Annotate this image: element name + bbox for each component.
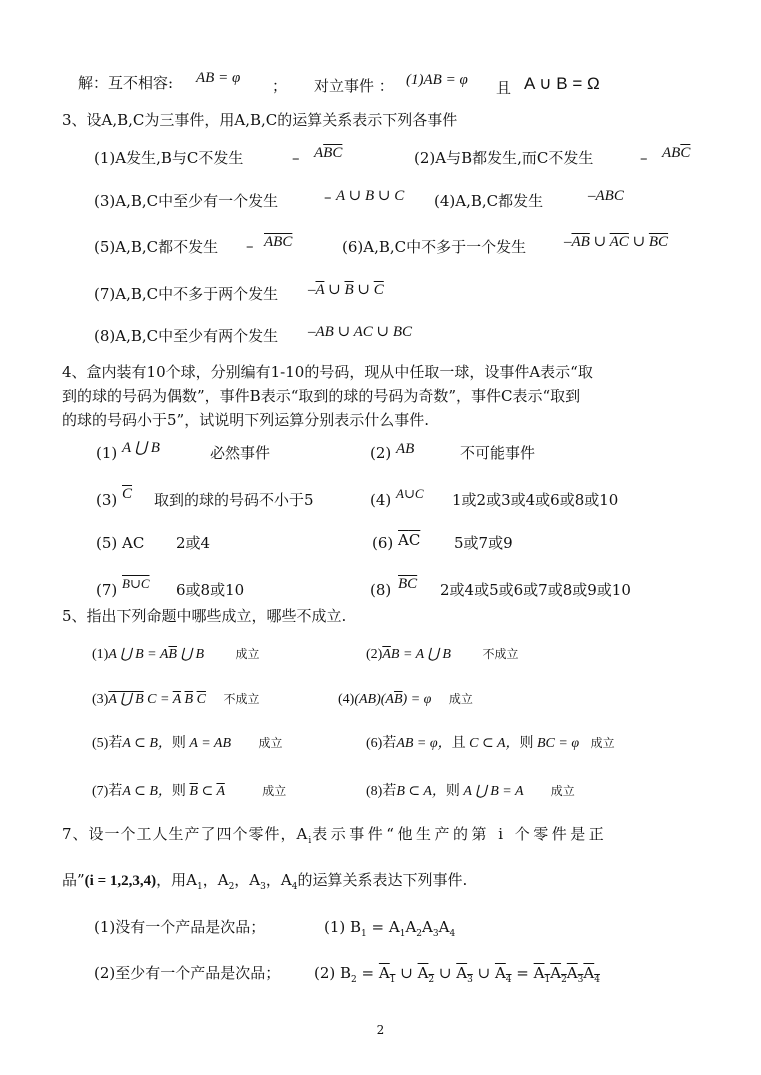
answer-label: 解：互不相容: — [78, 74, 174, 92]
q3-formula-2: $AB\overline{C}$ — [662, 145, 691, 161]
q7-paragraph-line-1: 7、设一个工人生产了四个零件，$A_i$表示事件“他生产的第 i 个零件是正 — [62, 825, 608, 846]
q5-p5: (5)若A ⊂ B，则 A = AB 成立 — [92, 736, 283, 751]
dash: – — [324, 188, 332, 206]
q4-paragraph-line-1: 4、盒内装有10个球，分别编有1-10的号码，现从中任取一球，设事件A表示“取 — [62, 363, 593, 381]
answer-line-1 — [78, 73, 173, 93]
q5-p6: (6)若AB = φ，且 C ⊂ A，则 BC = φ 成立 — [366, 736, 615, 751]
q5-p1: (1)A ⋃ $B = A\overline{B}$ ⋃ B 成立 — [92, 647, 260, 662]
q5-p4: $(4)(AB)(A\overline{B}) = \varphi$ 成立 — [338, 692, 473, 707]
q7-formula-2: (2) $B_2 = A_1$ ∪ $A_2$ ∪ $A_3$ ∪ $A_4 = A_1A_2A_3A_4$ — [314, 964, 600, 985]
q4-a6-number: (6) — [372, 534, 394, 552]
q7-paragraph-line-2: 品”(i = 1,2,3,4)，用$A_1$，$A_2$，$A_3$，$A_4$的运算关系表达下列事件. — [62, 871, 468, 892]
q3-heading: 3、设A,B,C为三事件，用A,B,C的运算关系表示下列各事件 — [62, 111, 458, 129]
q4-a3-text: 取到的球的号码不小于5 — [154, 491, 314, 509]
q4-a7-number: (7) — [96, 581, 118, 599]
q7-item-1: (1)没有一个产品是次品； — [94, 918, 266, 936]
q4-a5-number: (5) AC — [96, 534, 145, 552]
q3-formula-7: $-\overline{A}$ ∪ $\overline{B}$ ∪ $\overline{C}$ — [308, 282, 384, 298]
q5-p3: (3)A ⋃ B $C = \overline{A}$ $\overline{B}$ $\overline{C}$ 不成立 — [92, 692, 260, 707]
dash: – — [292, 149, 300, 167]
q4-a1-formula: A ⋃ B — [122, 440, 160, 456]
q4-a8-text: 2或4或5或6或7或8或9或10 — [440, 581, 631, 599]
q4-a5-text: 2或4 — [176, 534, 211, 552]
q3-formula-1: $A\overline{BC}$ — [314, 145, 343, 161]
formula-opposite: (1)AB = φ — [406, 72, 468, 88]
and-label: 且 — [496, 79, 512, 97]
q3-formula-8: –AB ∪ AC ∪ BC — [308, 324, 413, 340]
q4-a1-text: 必然事件 — [210, 444, 271, 462]
q3-item-2: (2)A与B都发生,而C不发生 — [414, 149, 594, 167]
q4-a7-formula: B∪C — [122, 576, 150, 591]
q4-a2-number: (2) — [370, 444, 392, 462]
q4-a8-number: (8) — [370, 581, 392, 599]
q4-a6-formula: $\overline{A}\overline{C}$ — [398, 531, 421, 549]
q4-paragraph-line-2: 到的球的号码为偶数”，事件B表示“取到的球的号码为奇数”，事件C表示“取到 — [62, 387, 581, 405]
q4-a2-formula: AB — [396, 441, 415, 457]
q5-heading: 5、指出下列命题中哪些成立，哪些不成立. — [62, 607, 347, 625]
q3-formula-6: $-\overline{AB}$ ∪ $\overline{AC}$ ∪ $\overline{BC}$ — [564, 234, 669, 250]
q3-item-7: (7)A,B,C中不多于两个发生 — [94, 285, 279, 303]
formula-ab-empty: AB = φ — [196, 70, 241, 86]
q7-item-2: (2)至少有一个产品是次品； — [94, 964, 281, 982]
q3-item-4: (4)A,B,C都发生 — [434, 192, 544, 210]
q4-a6-text: 5或7或9 — [454, 534, 513, 552]
q3-item-8: (8)A,B,C中至少有两个发生 — [94, 327, 279, 345]
q3-item-3: (3)A,B,C中至少有一个发生 — [94, 192, 279, 210]
opposite-event-label: 对立事件 ： — [314, 77, 394, 95]
dash: – — [246, 237, 254, 255]
q3-item-5: (5)A,B,C都不发生 — [94, 238, 219, 256]
q3-item-1: (1)A发生,B与C不发生 — [94, 149, 244, 167]
formula-union-omega: A ∪ B = Ω — [524, 74, 600, 93]
q3-formula-4: –ABC — [588, 188, 624, 204]
q3-item-6: (6)A,B,C中不多于一个发生 — [342, 238, 527, 256]
q4-paragraph-line-3: 的球的号码小于5”，试说明下列运算分别表示什么事件. — [62, 411, 429, 429]
semicolon: ； — [272, 77, 288, 95]
q3-formula-5: $\overline{ABC}$ — [264, 234, 293, 250]
q4-a2-text: 不可能事件 — [460, 444, 536, 462]
q5-p7: (7)若A ⊂ B，则 $\overline{B}$ ⊂ $\overline{A}$ 成立 — [92, 784, 287, 799]
q4-a7-text: 6或8或10 — [176, 581, 245, 599]
q4-a3-number: (3) — [96, 491, 118, 509]
q4-a4-formula: A∪C — [396, 486, 424, 501]
q3-formula-3: A ∪ B ∪ C — [336, 188, 405, 204]
q4-a4-text: 1或2或3或4或6或8或10 — [452, 491, 619, 509]
q4-a1-number: (1) — [96, 444, 118, 462]
q4-a4-number: (4) — [370, 491, 392, 509]
q4-a8-formula: $\overline{BC}$ — [398, 576, 418, 592]
q7-formula-1: (1) $B_1 = A_1A_2A_3A_4$ — [324, 918, 456, 939]
q5-p2: $(2)\overline{A}B = A$ ⋃ B 不成立 — [366, 647, 519, 662]
q5-p8: (8)若B ⊂ A，则 A ⋃ B = A 成立 — [366, 784, 575, 799]
dash: – — [640, 149, 648, 167]
page-number: 2 — [376, 1023, 385, 1037]
q4-a3-formula: $\overline{C}$ — [122, 486, 133, 502]
